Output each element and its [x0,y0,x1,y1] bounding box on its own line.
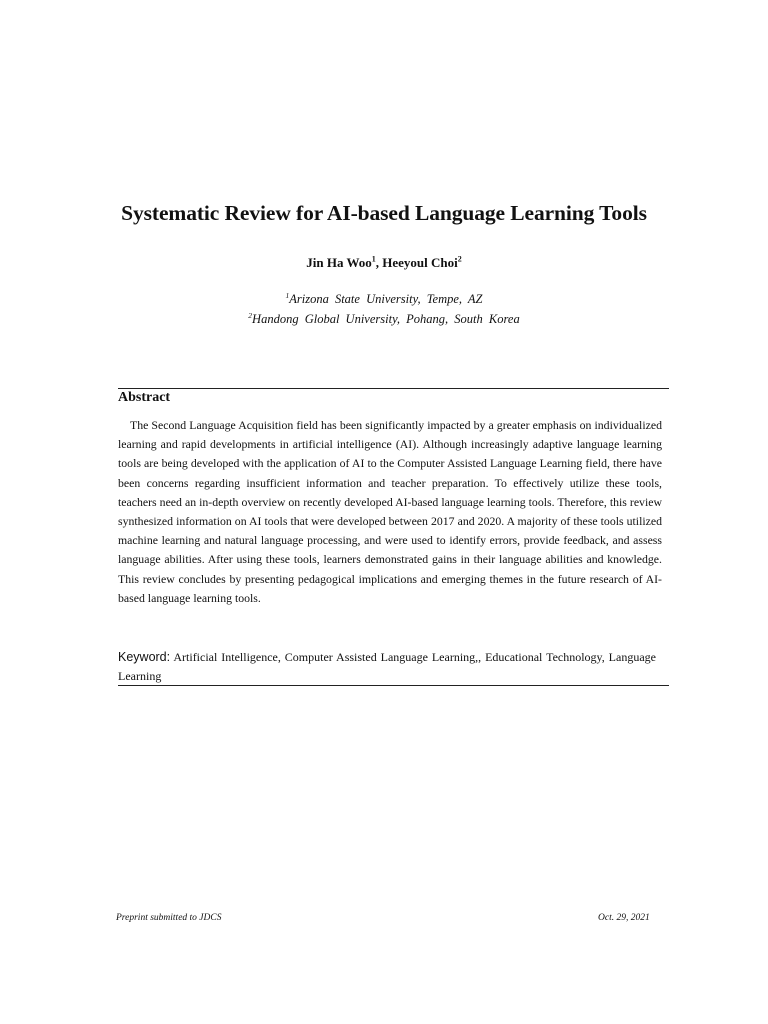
author-affil-mark: 2 [457,254,462,264]
footer-date: Oct. 29, 2021 [598,913,650,923]
affiliation-mark: 1 [285,290,290,300]
author-list [0,255,768,271]
keywords-line [118,648,656,686]
abstract-body: The Second Language Acquisition field has been significantly impacted by a greater emphasis on individualized learning and rapid developments in artificial intelligence (AI). Although increasingly adaptive language learning tools are being developed with the application of AI to the Computer Assisted Language Learning field, there have been concerns regarding insufficient information and teacher preparation. To effectively utilize these tools, teachers need an in-depth overview on recently developed AI-based language learning tools. Therefore, this review synthesized information on AI tools that were developed between 2017 and 2020. A majority of these tools utilized machine learning and natural language processing, and were used to identify errors, provide feedback, and assess language abilities. After using these tools, learners demonstrated gains in their language abilities and knowledge. This review concludes by presenting pedagogical implications and emerging themes in the future research of AI-based language learning tools. [118,418,662,605]
author-separator: , [375,255,383,270]
keywords-label: Keyword: [118,650,171,664]
footer-submission-note: Preprint submitted to JDCS [116,913,222,923]
author-affil-mark: 1 [371,254,376,264]
affiliation-line [0,292,768,307]
abstract-bottom-rule [118,685,669,686]
affiliation-mark: 2 [248,310,253,320]
keywords-text: Artificial Intelligence, Computer Assisted Language Learning,, Educational Technology, Language Learning [118,650,656,683]
author-name: Jin Ha Woo [306,255,372,270]
affiliation-text: Handong Global University, Pohang, South Korea [252,312,520,326]
abstract-top-rule [118,388,669,389]
affiliation-line [0,312,768,327]
affiliation-text: Arizona State University, Tempe, AZ [289,292,483,306]
abstract-heading: Abstract [118,390,171,405]
paper-title: Systematic Review for AI-based Language Learning Tools [121,201,647,225]
author-name: Heeyoul Choi [382,255,458,270]
